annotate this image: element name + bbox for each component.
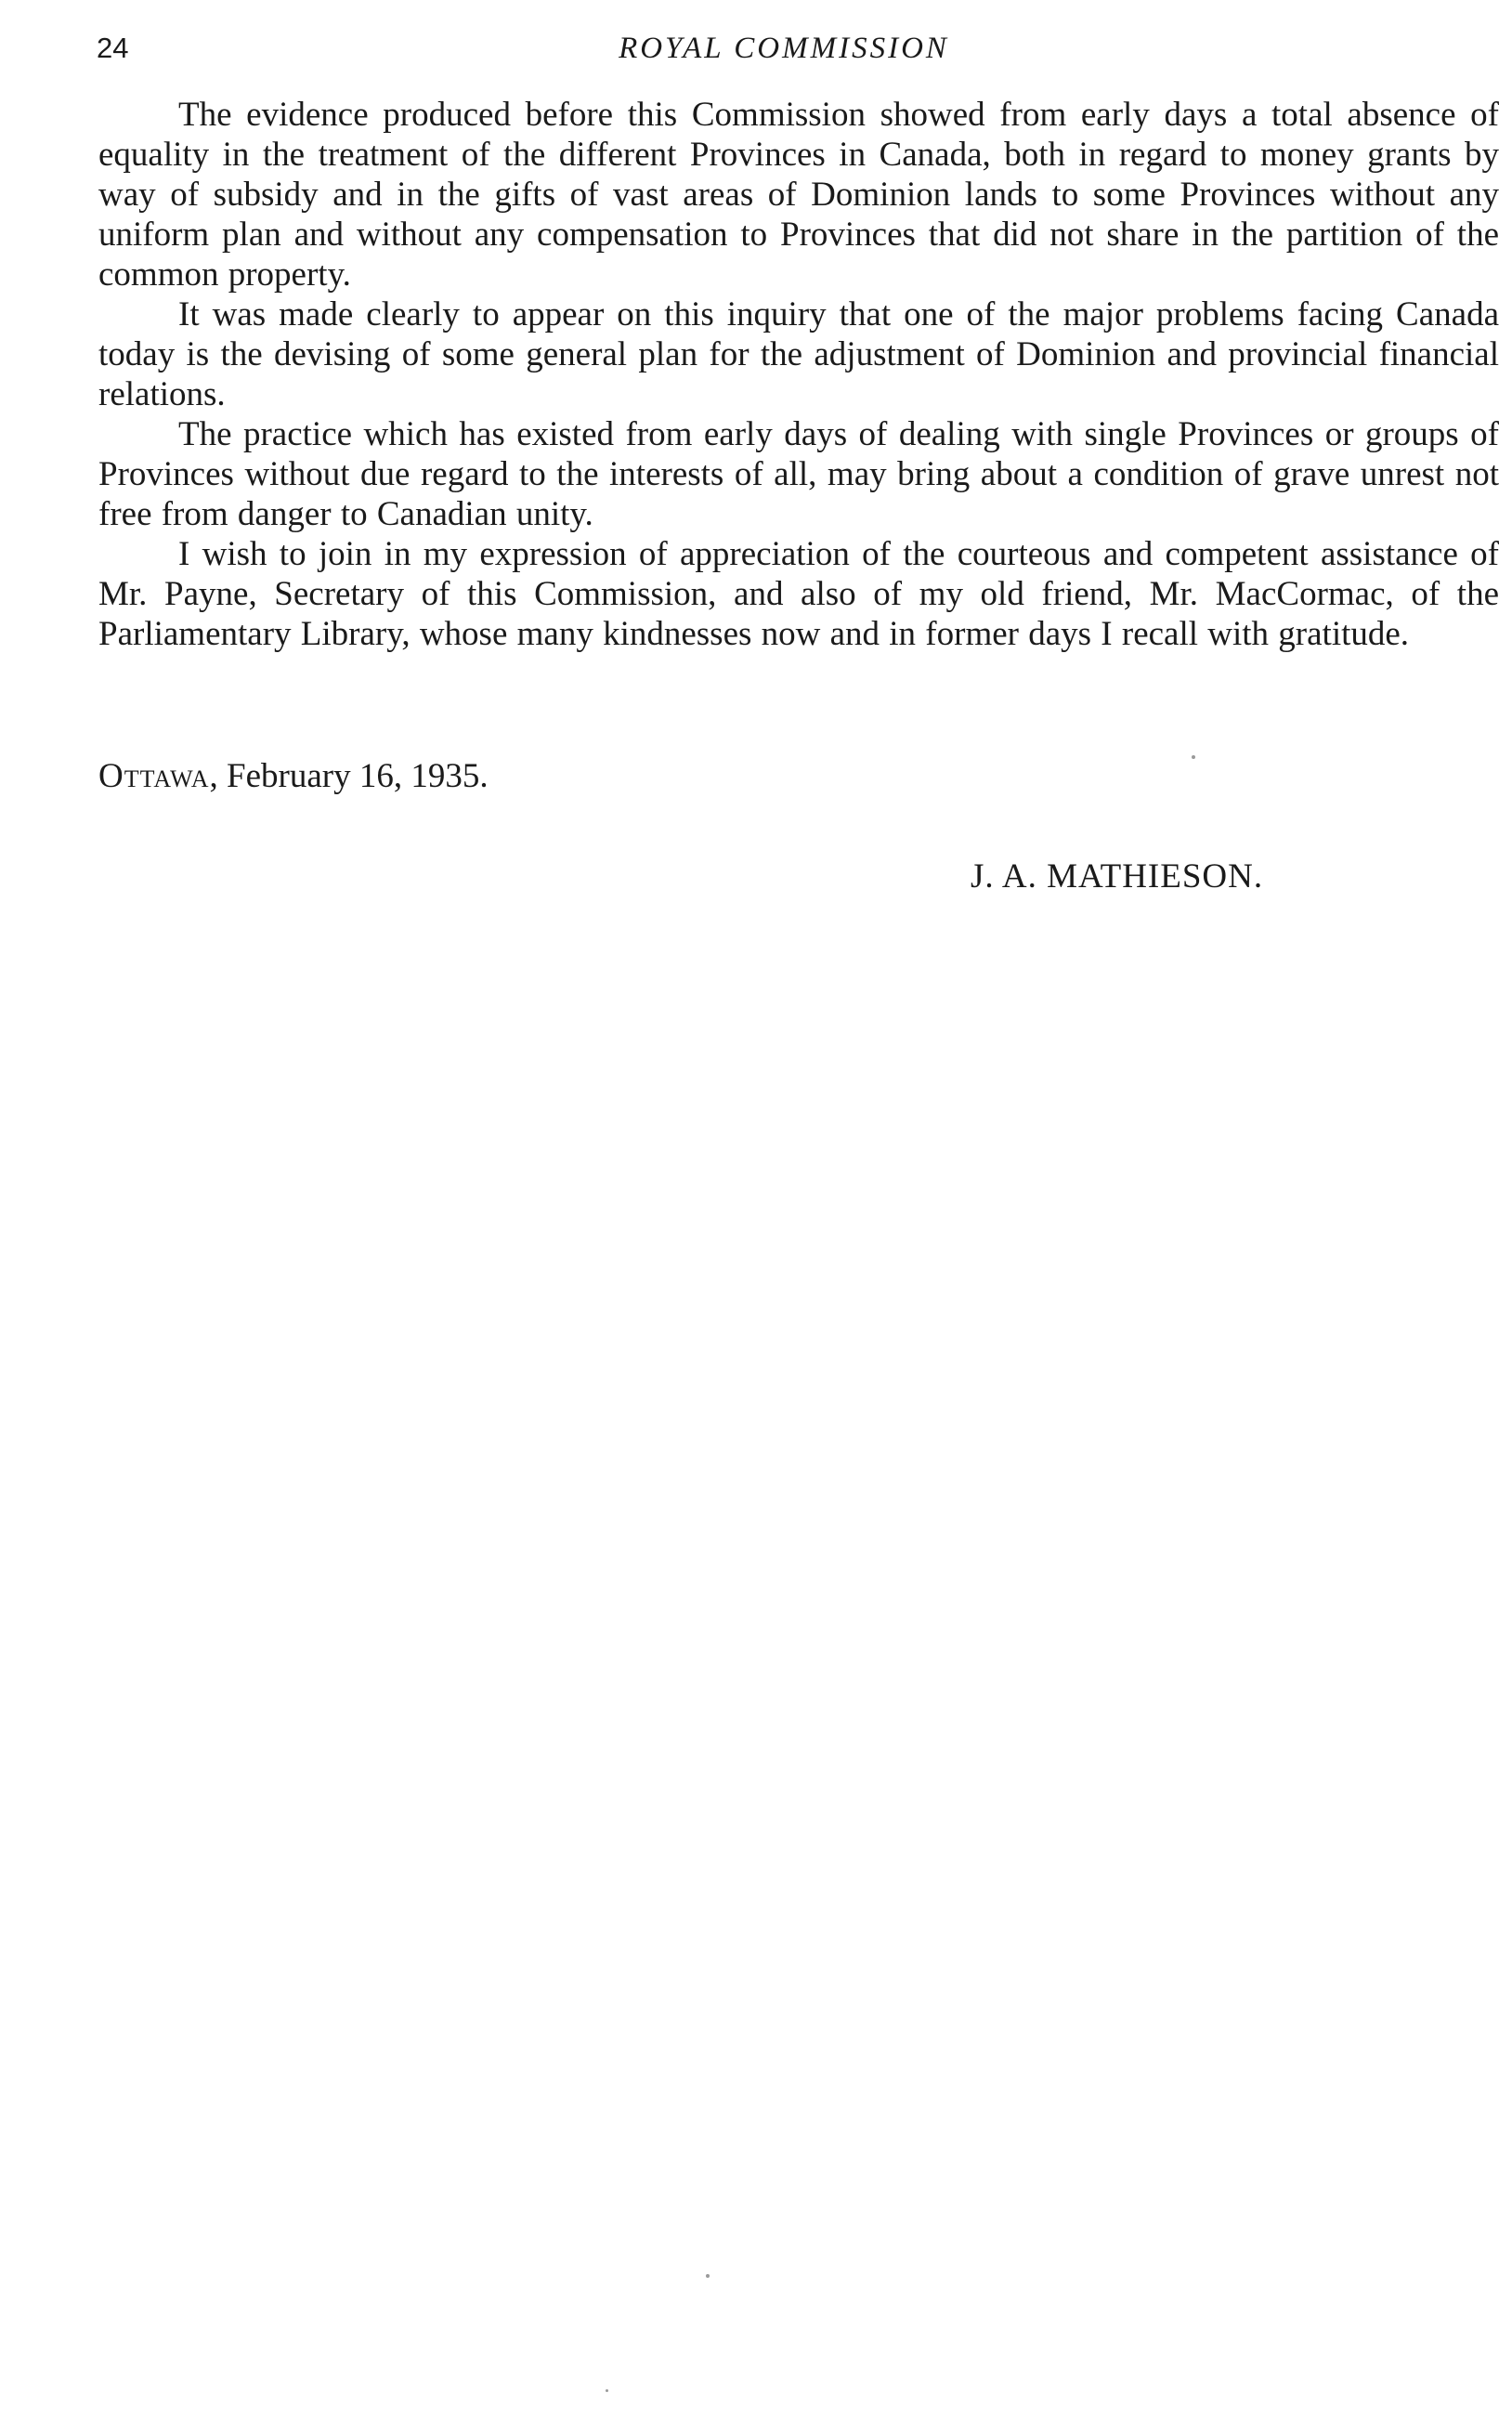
dateline-place: Ottawa bbox=[98, 757, 210, 795]
paragraph-practice: The practice which has existed from early days of dealing with single Provinces or groups of Provinces without due regard to the interests of all, may bring about a condition of grave unrest not free from danger to Canadian unity. bbox=[98, 415, 1499, 533]
scan-speck bbox=[706, 2274, 710, 2278]
dateline bbox=[98, 756, 489, 797]
page-number: 24 bbox=[97, 32, 129, 64]
signature: J. A. MATHIESON. bbox=[971, 857, 1264, 896]
paragraph-evidence: The evidence produced before this Commission showed from early days a total absence of equality in the treatment of the different Provinces in Canada, both in regard to money grants by way of subsidy and in the gifts of vast areas of Dominion lands to some Provinces without any uniform plan and without any compensation to Provinces that did not share in the partition of the common property. bbox=[98, 96, 1499, 294]
page-header bbox=[97, 26, 1471, 72]
scan-speck bbox=[606, 2389, 608, 2392]
paragraph-appreciation: I wish to join in my expression of appreciation of the courteous and competent assistance of Mr. Payne, Secretary of this Commission, and also of my old friend, Mr. MacCormac, of the Parliamentary Library, whose many kindnesses now and in former days I recall with gratitude. bbox=[98, 535, 1499, 653]
running-title: ROYAL COMMISSION bbox=[619, 32, 949, 65]
body-text bbox=[98, 95, 1499, 654]
paragraph-inquiry: It was made clearly to appear on this inquiry that one of the major problems facing Canada today is the devising of some general plan for the adjustment of Dominion and provincial financial relations. bbox=[98, 295, 1499, 413]
dateline-date: , February 16, 1935. bbox=[209, 757, 489, 795]
scan-speck bbox=[1192, 755, 1195, 759]
